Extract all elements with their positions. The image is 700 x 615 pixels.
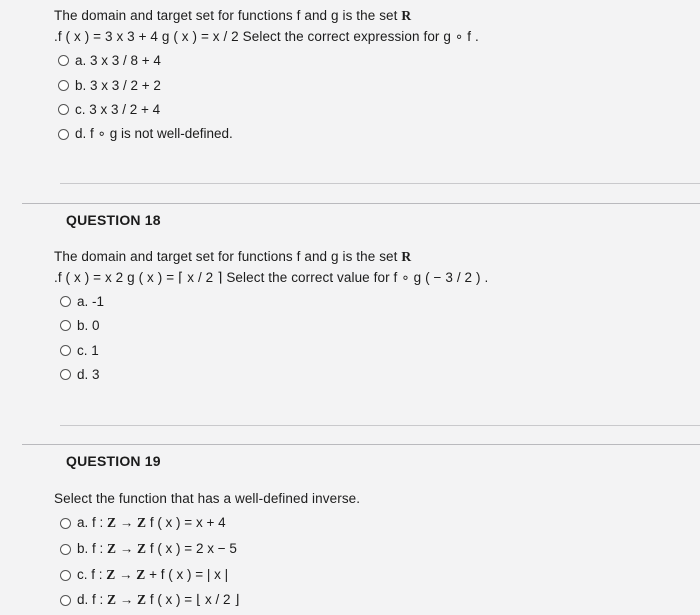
- q18-option-c[interactable]: [60, 343, 99, 358]
- radio-icon[interactable]: [60, 570, 71, 581]
- option-label: c. 3 x 3 / 2 + 4: [75, 102, 161, 117]
- radio-icon[interactable]: [60, 296, 71, 307]
- q19-option-d[interactable]: [60, 592, 240, 608]
- q18-heading: QUESTION 18: [66, 212, 161, 228]
- option-prefix: d. f :: [77, 592, 108, 607]
- radio-icon[interactable]: [60, 345, 71, 356]
- q18-option-d[interactable]: [60, 367, 100, 382]
- q19-stem: Select the function that has a well-defined inverse.: [54, 491, 361, 506]
- option-rest: f ( x ) = 2 x − 5: [146, 541, 237, 556]
- q18-set-r: R: [401, 249, 412, 264]
- option-label: [77, 592, 240, 608]
- q18-stem-text: The domain and target set for functions f and g is the set: [54, 249, 402, 264]
- radio-icon[interactable]: [58, 129, 69, 140]
- radio-icon[interactable]: [60, 544, 71, 555]
- q19-heading: QUESTION 19: [66, 453, 161, 469]
- q17-option-b[interactable]: [58, 78, 161, 93]
- q17-option-a[interactable]: [58, 53, 161, 68]
- option-label: b. 3 x 3 / 2 + 2: [75, 78, 161, 93]
- q18-top-divider: [22, 203, 700, 204]
- arrow-icon: →: [116, 592, 138, 607]
- option-label: b. 0: [77, 318, 100, 333]
- set-z: Z: [106, 567, 116, 582]
- q18-stem-line2: .f ( x ) = x 2 g ( x ) = ⌈ x / 2 ⌉ Select the correct value for f ∘ g ( − 3 / 2 ) .: [54, 270, 489, 285]
- option-label: d. 3: [77, 367, 100, 382]
- set-z: Z: [107, 515, 117, 530]
- option-rest: f ( x ) = ⌊ x / 2 ⌋: [146, 592, 240, 607]
- arrow-icon: →: [115, 567, 137, 582]
- option-label: a. -1: [77, 294, 105, 309]
- option-label: [77, 541, 237, 557]
- set-z: Z: [137, 541, 147, 556]
- q17-option-d[interactable]: [58, 126, 233, 142]
- radio-icon[interactable]: [58, 55, 69, 66]
- q17-set-r: R: [401, 8, 412, 23]
- q18-option-a[interactable]: [60, 294, 104, 309]
- q17-stem-text: The domain and target set for functions f and g is the set: [54, 8, 402, 23]
- radio-icon[interactable]: [60, 595, 71, 606]
- q17-stem-line2: .f ( x ) = 3 x 3 + 4 g ( x ) = x / 2 Select the correct expression for g ∘ f .: [54, 29, 479, 44]
- set-z: Z: [137, 592, 147, 607]
- option-label: d. f ∘ g is not well-defined.: [75, 126, 233, 141]
- radio-icon[interactable]: [58, 80, 69, 91]
- set-z: Z: [107, 592, 117, 607]
- q17-end-divider: [60, 183, 700, 184]
- option-rest: + f ( x ) = | x |: [145, 567, 229, 582]
- arrow-icon: →: [116, 515, 138, 530]
- radio-icon[interactable]: [58, 104, 69, 115]
- option-label: a. 3 x 3 / 8 + 4: [75, 53, 161, 68]
- q19-option-c[interactable]: [60, 567, 228, 583]
- option-prefix: a. f :: [77, 515, 108, 530]
- option-prefix: b. f :: [77, 541, 108, 556]
- q17-option-c[interactable]: [58, 102, 160, 117]
- option-label: [77, 515, 226, 531]
- radio-icon[interactable]: [60, 518, 71, 529]
- set-z: Z: [136, 567, 146, 582]
- set-z: Z: [107, 541, 117, 556]
- option-rest: f ( x ) = x + 4: [146, 515, 226, 530]
- q19-option-b[interactable]: [60, 541, 237, 557]
- q17-stem-line1: [54, 8, 411, 24]
- set-z: Z: [137, 515, 147, 530]
- arrow-icon: →: [116, 541, 138, 556]
- q18-stem-line1: [54, 249, 411, 265]
- radio-icon[interactable]: [60, 369, 71, 380]
- option-label: [77, 567, 228, 583]
- q19-option-a[interactable]: [60, 515, 226, 531]
- q18-end-divider: [60, 425, 700, 426]
- option-prefix: c. f :: [77, 567, 107, 582]
- q18-option-b[interactable]: [60, 318, 100, 333]
- radio-icon[interactable]: [60, 320, 71, 331]
- option-label: c. 1: [77, 343, 99, 358]
- q19-top-divider: [22, 444, 700, 445]
